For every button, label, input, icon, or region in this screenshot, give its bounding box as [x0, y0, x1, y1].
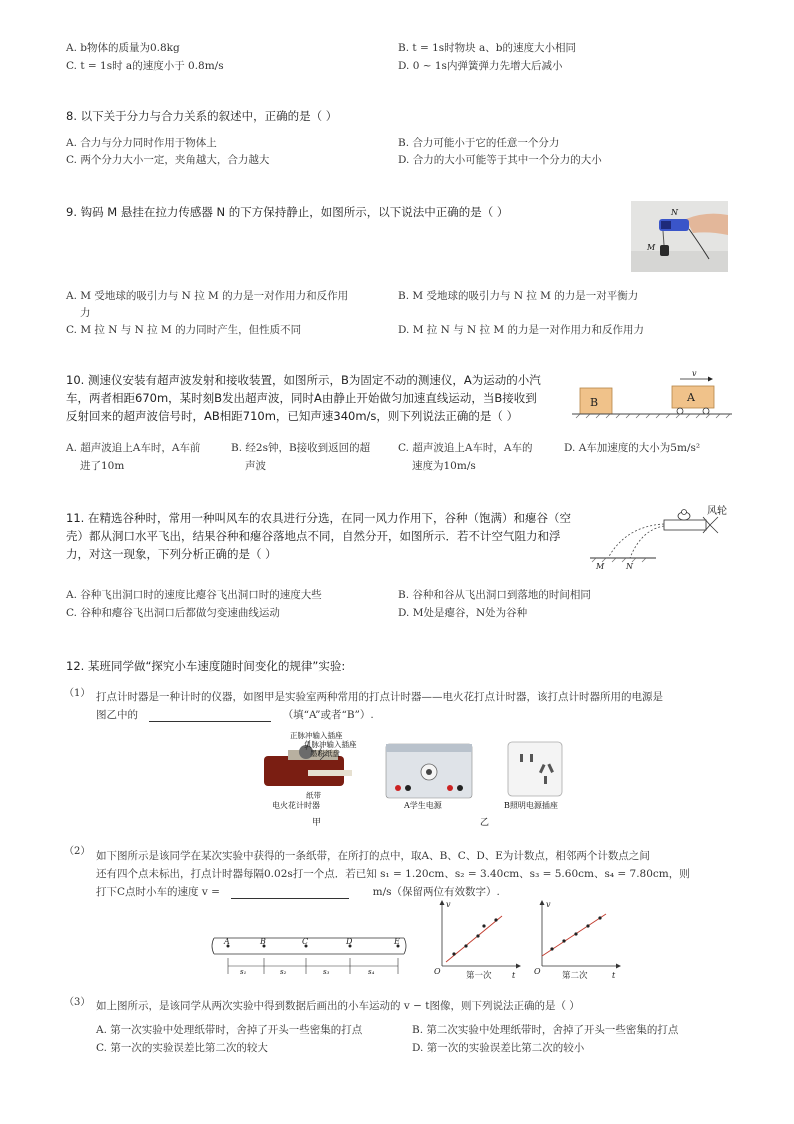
q10-option-c: C. 超声波追上A车时，A车的 [398, 442, 533, 454]
q12-part2-answer-blank[interactable] [231, 886, 349, 899]
q12-paper-tape [208, 930, 408, 982]
tape-segment-s1: s₁ [240, 968, 247, 976]
q12-fig-label-neg: 负脉冲输入插座 [304, 740, 357, 749]
q7-option-a: A. b物体的质量为0.8kg [66, 42, 180, 54]
q12-fig-label-socket: B照明电源插座 [504, 801, 558, 810]
q8-option-b: B. 合力可能小于它的任意一个分力 [398, 137, 560, 149]
tape-segment-s2: s₂ [280, 968, 287, 976]
tape-point-e: E [394, 937, 400, 946]
graph1-axis-t: t [512, 971, 516, 980]
graph2-axis-t: t [612, 971, 616, 980]
q12-fig-label-pulse: 正脉冲输入插座 [290, 731, 343, 740]
q10-option-a-cont: 进了10m [80, 460, 125, 472]
q12-part1-line2-suffix: （填“A”或者“B”）. [282, 709, 374, 721]
q11-option-b: B. 谷种和谷从飞出洞口到落地的时间相同 [398, 589, 591, 601]
q11-option-d: D. M处是瘪谷，N处为谷种 [398, 607, 528, 619]
q12-fig-label-powder: 墨粉纸盘 [310, 749, 340, 758]
graph2-caption: 第二次 [562, 971, 588, 981]
q12-part3-option-b: B. 第二次实验中处理纸带时，舍掉了开头一些密集的打点 [412, 1024, 679, 1036]
q12-apparatus-figure [258, 728, 576, 828]
graph1-caption: 第一次 [466, 971, 492, 981]
q12-part1-line2 [96, 707, 374, 722]
q12-fig-label-jia: 甲 [312, 818, 322, 828]
q12-part3-stem: 如上图所示，是该同学从两次实验中得到数据后画出的小车运动的 v − t图像，则下列说法正确的是（ ） [96, 1000, 580, 1012]
q11-fig-label: 风轮 [707, 506, 727, 517]
q9-option-d: D. M 拉 N 与 N 拉 M 的力是一对作用力和反作用力 [398, 324, 644, 336]
q10-option-b-cont: 声波 [245, 460, 266, 472]
q12-part1-line2-prefix: 图乙中的 [96, 709, 138, 721]
q12-part1-line1: 打点计时器是一种计时的仪器，如图甲是实验室两种常用的打点计时器——电火花打点计时器，该打点计时器所用的电源是 [96, 691, 663, 703]
q9-photo-label-m: M [647, 243, 656, 252]
q10-stem-line3: 反射回来的超声波信号时，AB相距710m，已知声速340m/s，则下列说法正确的是（ ） [66, 409, 519, 423]
q12-part3-option-d: D. 第一次的实验误差比第二次的较小 [412, 1042, 585, 1054]
q11-stem-line3: 力，对这一现象，下列分析正确的是（ ） [66, 547, 277, 561]
q12-part1-answer-blank[interactable] [149, 709, 271, 722]
tape-point-d: D [346, 937, 353, 946]
q10-stem-line1: 10. 测速仪安装有超声波发射和接收装置，如图所示，B为固定不动的测速仪，A为运动的小汽 [66, 373, 541, 387]
tape-segment-s3: s₃ [323, 968, 330, 976]
q10-figure [572, 368, 732, 424]
q9-option-a: A. M 受地球的吸引力与 N 拉 M 的力是一对作用力和反作用 [66, 290, 349, 302]
q10-option-d: D. A车加速度的大小为5m/s² [564, 442, 701, 454]
q12-fig-label-tape: 纸带 [306, 791, 321, 800]
q10-option-a: A. 超声波追上A车时，A车前 [66, 442, 201, 454]
q10-stem-line2: 车，两者相距670m，某时刻B发出超声波，同时A由静止开始做匀加速直线运动，当B接收到 [66, 391, 537, 405]
q11-stem-line1: 11. 在精选谷种时，常用一种叫风车的农具进行分选，在同一风力作用下，谷种（饱满）和瘪谷（空 [66, 511, 571, 525]
q12-part2-number: （2） [64, 846, 91, 857]
q11-fig-label-m: M [596, 562, 605, 571]
q11-option-c: C. 谷种和瘪谷飞出洞口后都做匀变速曲线运动 [66, 607, 280, 619]
q10-fig-label-b: B [590, 396, 599, 409]
q10-fig-label-v: v [692, 369, 697, 378]
q11-stem-line2: 壳）都从洞口水平飞出，结果谷种和瘪谷落地点不同，自然分开，如图所示．若不计空气阻力和浮 [66, 529, 561, 543]
q12-fig-label-timer: 电火花计时器 [272, 801, 320, 810]
q12-fig-label-yi: 乙 [480, 818, 490, 828]
q10-option-c-cont: 速度为10m/s [412, 460, 476, 472]
graph2-origin: O [534, 967, 541, 976]
q12-part2-line2: 还有四个点未标出，打点计时器每隔0.02s打一个点．若已知 s₁ = 1.20cm、s₂ = 3.40cm、s₃ = 5.60cm、s₄ = 7.80cm，则 [96, 868, 690, 880]
q12-part3-option-a: A. 第一次实验中处理纸带时，舍掉了开头一些密集的打点 [96, 1024, 363, 1036]
tape-point-c: C [302, 937, 309, 946]
q12-fig-label-supply: A学生电源 [404, 801, 442, 810]
q12-part2-line3-prefix: 打下C点时小车的速度 v = [96, 886, 220, 898]
q11-fig-label-n: N [626, 562, 633, 571]
q9-photo-label-n: N [671, 208, 678, 217]
q12-part3-number: （3） [64, 997, 91, 1008]
q12-vt-graph-second [532, 898, 622, 982]
q11-option-a: A. 谷种飞出洞口时的速度比瘪谷飞出洞口时的速度大些 [66, 589, 322, 601]
q10-option-b: B. 经2s钟，B接收到返回的超 [231, 442, 371, 454]
q8-stem: 8. 以下关于分力与合力关系的叙述中，正确的是（ ） [66, 109, 338, 123]
graph1-origin: O [434, 967, 441, 976]
tape-point-b: B [260, 937, 266, 946]
q8-option-d: D. 合力的大小可能等于其中一个分力的大小 [398, 154, 602, 166]
q7-option-d: D. 0 ~ 1s内弹簧弹力先增大后减小 [398, 60, 563, 72]
q12-part1-number: （1） [64, 688, 91, 699]
q12-stem: 12. 某班同学做“探究小车速度随时间变化的规律”实验: [66, 659, 346, 673]
q12-part2-line1: 如下图所示是该同学在某次实验中获得的一条纸带，在所打的点中，取A、B、C、D、E为计数点，相邻两个计数点之间 [96, 850, 650, 862]
q12-part2-line3 [96, 884, 500, 899]
q9-stem: 9. 钩码 M 悬挂在拉力传感器 N 的下方保持静止，如图所示，以下说法中正确的是（ ） [66, 205, 509, 219]
q9-option-b: B. M 受地球的吸引力与 N 拉 M 的力是一对平衡力 [398, 290, 639, 302]
q12-vt-graph-first [432, 898, 522, 982]
q12-part3-option-c: C. 第一次的实验误差比第二次的较大 [96, 1042, 268, 1054]
tape-point-a: A [224, 937, 230, 946]
q7-option-b: B. t = 1s时物块 a、b的速度大小相同 [398, 42, 576, 54]
q10-fig-label-a: A [687, 391, 695, 404]
q9-photo [631, 201, 728, 272]
q7-option-c: C. t = 1s时 a的速度小于 0.8m/s [66, 60, 224, 72]
tape-segment-s4: s₄ [368, 968, 375, 976]
q8-option-c: C. 两个分力大小一定，夹角越大，合力越大 [66, 154, 270, 166]
q12-part2-line3-suffix: m/s（保留两位有效数字）. [372, 886, 500, 898]
graph2-axis-v: v [546, 900, 551, 909]
graph1-axis-v: v [446, 900, 451, 909]
q8-option-a: A. 合力与分力同时作用于物体上 [66, 137, 217, 149]
q9-option-c: C. M 拉 N 与 N 拉 M 的力同时产生，但性质不同 [66, 324, 302, 336]
q11-figure [586, 502, 734, 572]
q9-option-a-cont: 力 [80, 307, 91, 319]
